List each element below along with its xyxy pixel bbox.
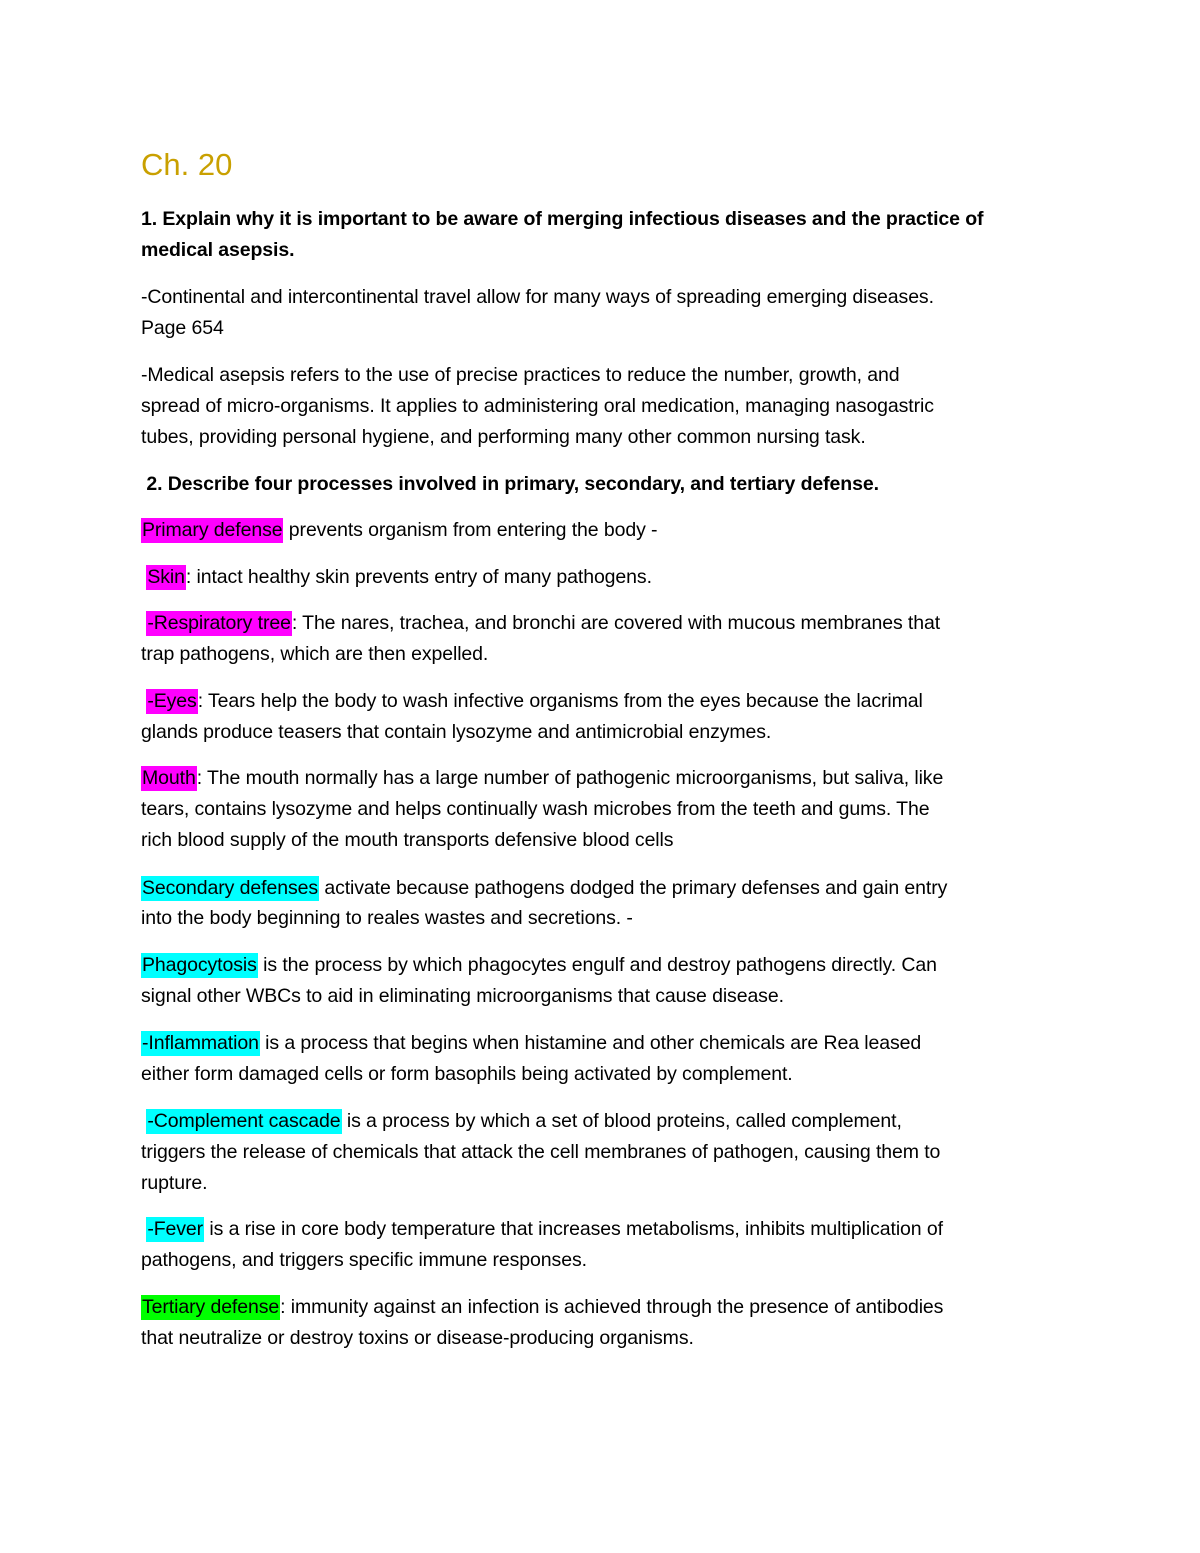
phagocytosis-line-2: signal other WBCs to aid in eliminating microorganisms that cause disease. [141, 985, 784, 1007]
respiratory-tree-text: : The nares, trachea, and bronchi are covered with mucous membranes that [291, 612, 941, 634]
primary-defense-text: prevents organism from entering the body - [283, 519, 658, 541]
answer-1-paragraph-1-line-1: -Continental and intercontinental travel allow for many ways of spreading emerging diseases. [141, 286, 934, 308]
secondary-defenses-text: activate because pathogens dodged the primary defenses and gain entry [319, 877, 948, 899]
complement-cascade-text: is a process by which a set of blood proteins, called complement, [341, 1110, 902, 1132]
inflammation-line-2: either form damaged cells or form basophils being activated by complement. [141, 1063, 793, 1085]
inflammation-highlight: -Inflammation [142, 1032, 259, 1054]
secondary-defenses-highlight: Secondary defenses [142, 877, 318, 899]
eyes-highlight: -Eyes [147, 690, 197, 712]
fever-line-1 [141, 1217, 943, 1241]
phagocytosis-line-1 [141, 953, 937, 977]
question-1-line-1: 1. Explain why it is important to be aware of merging infectious diseases and the practice of [141, 208, 984, 230]
eyes-line-2: glands produce teasers that contain lysozyme and antimicrobial enzymes. [141, 721, 772, 743]
fever-line-2: pathogens, and triggers specific immune responses. [141, 1249, 587, 1271]
eyes-line-1 [141, 689, 923, 713]
eyes-text: : Tears help the body to wash infective organisms from the eyes because the lacrimal [197, 690, 923, 712]
secondary-defenses-line-1 [141, 876, 947, 900]
tertiary-defense-text: : immunity against an infection is achieved through the presence of antibodies [280, 1296, 944, 1318]
mouth-highlight: Mouth [142, 767, 196, 789]
fever-highlight: -Fever [147, 1218, 204, 1240]
tertiary-defense-line-2: that neutralize or destroy toxins or disease-producing organisms. [141, 1327, 694, 1349]
skin-paragraph [141, 565, 652, 589]
complement-cascade-line-2: triggers the release of chemicals that attack the cell membranes of pathogen, causing them to [141, 1141, 941, 1163]
tertiary-defense-highlight: Tertiary defense [142, 1296, 280, 1318]
skin-text: : intact healthy skin prevents entry of many pathogens. [185, 566, 652, 588]
inflammation-line-1 [141, 1031, 921, 1055]
respiratory-tree-highlight: -Respiratory tree [147, 612, 291, 634]
phagocytosis-highlight: Phagocytosis [142, 954, 257, 976]
respiratory-tree-line-2: trap pathogens, which are then expelled. [141, 643, 489, 665]
complement-cascade-highlight: -Complement cascade [147, 1110, 341, 1132]
complement-cascade-line-1 [141, 1109, 902, 1133]
primary-defense-highlight: Primary defense [142, 519, 283, 541]
tertiary-defense-line-1 [141, 1295, 943, 1319]
complement-cascade-line-3: rupture. [141, 1172, 208, 1194]
answer-1-paragraph-2-line-2: spread of micro-organisms. It applies to administering oral medication, managing nasogastric [141, 395, 934, 417]
skin-highlight: Skin [147, 566, 185, 588]
question-2-line-1: 2. Describe four processes involved in primary, secondary, and tertiary defense. [141, 473, 879, 495]
primary-defense-paragraph [141, 518, 657, 542]
question-1-line-2: medical asepsis. [141, 239, 295, 261]
chapter-heading: Ch. 20 [141, 147, 233, 182]
mouth-text: : The mouth normally has a large number of pathogenic microorganisms, but saliva, like [196, 767, 944, 789]
mouth-line-1 [141, 766, 943, 790]
answer-1-paragraph-2-line-1: -Medical asepsis refers to the use of precise practices to reduce the number, growth, and [141, 364, 900, 386]
mouth-line-3: rich blood supply of the mouth transports defensive blood cells [141, 829, 674, 851]
fever-text: is a rise in core body temperature that increases metabolisms, inhibits multiplication of [204, 1218, 943, 1240]
inflammation-text: is a process that begins when histamine and other chemicals are Rea leased [259, 1032, 922, 1054]
respiratory-tree-line-1 [141, 611, 940, 635]
mouth-line-2: tears, contains lysozyme and helps continually wash microbes from the teeth and gums. The [141, 798, 930, 820]
answer-1-paragraph-1-line-2: Page 654 [141, 317, 224, 339]
answer-1-paragraph-2-line-3: tubes, providing personal hygiene, and performing many other common nursing task. [141, 426, 866, 448]
phagocytosis-text: is the process by which phagocytes engulf and destroy pathogens directly. Can [257, 954, 937, 976]
secondary-defenses-line-2: into the body beginning to reales wastes and secretions. - [141, 907, 633, 929]
